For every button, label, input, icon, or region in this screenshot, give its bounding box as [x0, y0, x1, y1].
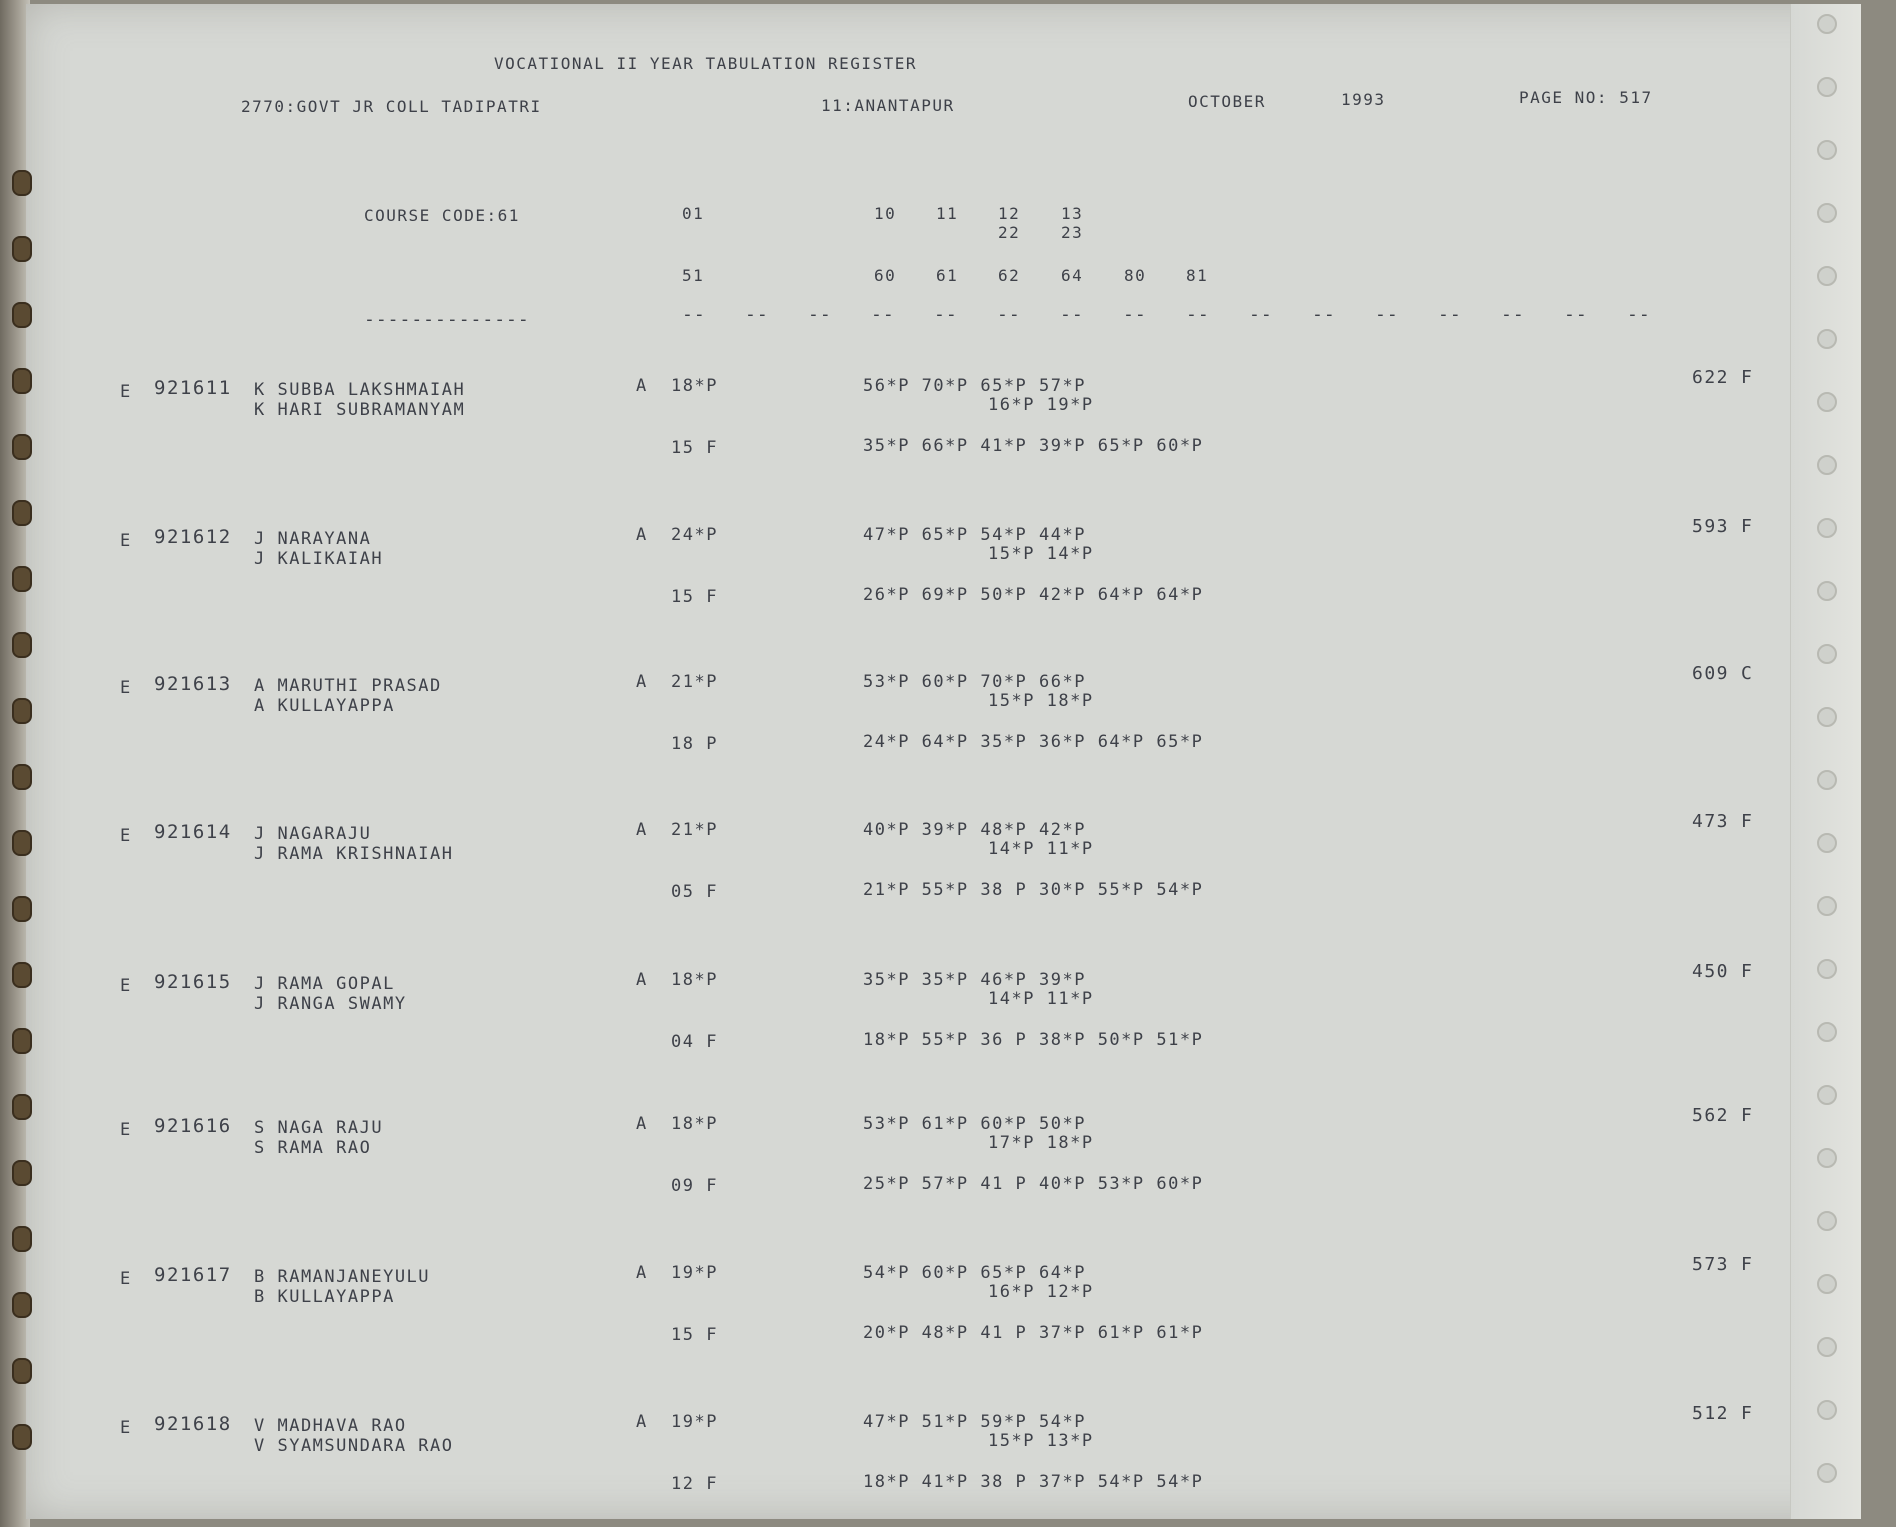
student-name: B RAMANJANEYULU: [254, 1267, 431, 1287]
subject-code: 13: [1061, 204, 1084, 223]
perforation-hole: [1817, 203, 1837, 223]
marks-first-year: 54*P 60*P 65*P 64*P: [863, 1263, 1086, 1283]
perforation-hole: [1817, 1085, 1837, 1105]
column-dash: --: [745, 304, 769, 325]
perforation-hole: [1817, 518, 1837, 538]
column-dash: --: [997, 304, 1021, 325]
result-grade: F: [1741, 961, 1754, 982]
perforation-hole: [1817, 707, 1837, 727]
parent-name: J RAMA KRISHNAIAH: [254, 844, 454, 864]
mark-code-51: 18 P: [671, 734, 718, 754]
attendance-flag: A: [636, 970, 648, 990]
marks-practical: 16*P 12*P: [988, 1282, 1094, 1302]
column-dash: --: [808, 304, 832, 325]
exam-type: E: [120, 531, 132, 551]
exam-month: OCTOBER: [1188, 92, 1266, 111]
perforation-hole: [1817, 77, 1837, 97]
student-name: J NAGARAJU: [254, 824, 372, 844]
perforation-hole: [1817, 392, 1837, 412]
student-name: J NARAYANA: [254, 529, 372, 549]
mark-code-51: 09 F: [671, 1176, 718, 1196]
register-page: [26, 4, 1861, 1519]
column-dash: --: [1438, 304, 1462, 325]
total-marks: 573: [1692, 1254, 1730, 1275]
subject-code: 22: [998, 223, 1021, 242]
column-dash: --: [1627, 304, 1651, 325]
perforation-hole: [1817, 1022, 1837, 1042]
subject-code: 62: [998, 266, 1021, 285]
parent-name: B KULLAYAPPA: [254, 1287, 395, 1307]
marks-second-year: 35*P 66*P 41*P 39*P 65*P 60*P: [863, 436, 1204, 456]
attendance-flag: A: [636, 672, 648, 692]
parent-name: J RANGA SWAMY: [254, 994, 407, 1014]
perforation-hole: [1817, 1274, 1837, 1294]
marks-practical: 16*P 19*P: [988, 395, 1094, 415]
binder-ring: [12, 1424, 32, 1450]
subject-code: 64: [1061, 266, 1084, 285]
marks-first-year: 56*P 70*P 65*P 57*P: [863, 376, 1086, 396]
binder-ring: [12, 962, 32, 988]
result-grade: F: [1741, 1105, 1754, 1126]
subject-code: 12: [998, 204, 1021, 223]
district-name: 11:ANANTAPUR: [821, 96, 955, 115]
perforation-hole: [1817, 329, 1837, 349]
student-name: S NAGA RAJU: [254, 1118, 384, 1138]
total-marks: 562: [1692, 1105, 1730, 1126]
mark-code-51: 05 F: [671, 882, 718, 902]
binder-ring: [12, 302, 32, 328]
perforation-hole: [1817, 1463, 1837, 1483]
mark-code-51: 15 F: [671, 438, 718, 458]
perforation-hole: [1817, 140, 1837, 160]
marks-practical: 14*P 11*P: [988, 839, 1094, 859]
marks-practical: 15*P 14*P: [988, 544, 1094, 564]
marks-practical: 15*P 13*P: [988, 1431, 1094, 1451]
exam-type: E: [120, 1269, 132, 1289]
perforation-hole: [1817, 959, 1837, 979]
student-name: K SUBBA LAKSHMAIAH: [254, 380, 466, 400]
parent-name: K HARI SUBRAMANYAM: [254, 400, 466, 420]
column-dash: --: [934, 304, 958, 325]
column-dash: --: [1060, 304, 1084, 325]
marks-practical: 15*P 18*P: [988, 691, 1094, 711]
marks-second-year: 24*P 64*P 35*P 36*P 64*P 65*P: [863, 732, 1204, 752]
perforation-hole: [1817, 1211, 1837, 1231]
result-grade: F: [1741, 516, 1754, 537]
register-number: 921616: [154, 1115, 232, 1137]
subject-code: 11: [936, 204, 959, 223]
binder-ring: [12, 1292, 32, 1318]
binder-ring: [12, 1160, 32, 1186]
perforation-hole: [1817, 770, 1837, 790]
binder-ring: [12, 500, 32, 526]
binder-ring: [12, 632, 32, 658]
binder-ring: [12, 764, 32, 790]
student-name: V MADHAVA RAO: [254, 1416, 407, 1436]
register-number: 921617: [154, 1264, 232, 1286]
binder-ring: [12, 170, 32, 196]
column-dash: --: [1186, 304, 1210, 325]
course-code: COURSE CODE:61: [364, 206, 520, 225]
binder-ring: [12, 566, 32, 592]
marks-second-year: 18*P 55*P 36 P 38*P 50*P 51*P: [863, 1030, 1204, 1050]
perforation-hole: [1817, 896, 1837, 916]
exam-year: 1993: [1341, 90, 1386, 109]
college-name: 2770:GOVT JR COLL TADIPATRI: [241, 97, 542, 116]
binder-ring: [12, 698, 32, 724]
binder-ring: [12, 1226, 32, 1252]
perforation-hole: [1817, 833, 1837, 853]
parent-name: J KALIKAIAH: [254, 549, 384, 569]
parent-name: V SYAMSUNDARA RAO: [254, 1436, 454, 1456]
attendance-flag: A: [636, 820, 648, 840]
column-dash: --: [1501, 304, 1525, 325]
marks-first-year: 47*P 65*P 54*P 44*P: [863, 525, 1086, 545]
mark-code-01: 19*P: [671, 1412, 718, 1432]
perforation-hole: [1817, 644, 1837, 664]
mark-code-51: 15 F: [671, 587, 718, 607]
binder-ring: [12, 896, 32, 922]
mark-code-51: 15 F: [671, 1325, 718, 1345]
mark-code-01: 18*P: [671, 1114, 718, 1134]
attendance-flag: A: [636, 376, 648, 396]
marks-second-year: 21*P 55*P 38 P 30*P 55*P 54*P: [863, 880, 1204, 900]
result-grade: F: [1741, 811, 1754, 832]
header-rule: --------------: [364, 309, 530, 330]
subject-code: 80: [1124, 266, 1147, 285]
column-dash: --: [1249, 304, 1273, 325]
column-dash: --: [682, 304, 706, 325]
register-number: 921611: [154, 377, 232, 399]
perforation-hole: [1817, 581, 1837, 601]
attendance-flag: A: [636, 525, 648, 545]
binder-ring: [12, 830, 32, 856]
subject-code: 01: [682, 204, 705, 223]
register-number: 921614: [154, 821, 232, 843]
mark-code-01: 18*P: [671, 970, 718, 990]
marks-first-year: 47*P 51*P 59*P 54*P: [863, 1412, 1086, 1432]
perforation-hole: [1817, 1400, 1837, 1420]
exam-type: E: [120, 1120, 132, 1140]
total-marks: 622: [1692, 367, 1730, 388]
binder-ring: [12, 368, 32, 394]
mark-code-01: 21*P: [671, 820, 718, 840]
exam-type: E: [120, 678, 132, 698]
register-number: 921615: [154, 971, 232, 993]
marks-second-year: 18*P 41*P 38 P 37*P 54*P 54*P: [863, 1472, 1204, 1492]
register-number: 921613: [154, 673, 232, 695]
mark-code-51: 04 F: [671, 1032, 718, 1052]
marks-second-year: 26*P 69*P 50*P 42*P 64*P 64*P: [863, 585, 1204, 605]
student-name: A MARUTHI PRASAD: [254, 676, 442, 696]
column-dash: --: [1312, 304, 1336, 325]
result-grade: F: [1741, 1254, 1754, 1275]
result-grade: F: [1741, 367, 1754, 388]
perforation-hole: [1817, 455, 1837, 475]
page-number: PAGE NO: 517: [1519, 88, 1653, 107]
marks-first-year: 40*P 39*P 48*P 42*P: [863, 820, 1086, 840]
student-name: J RAMA GOPAL: [254, 974, 395, 994]
register-title: VOCATIONAL II YEAR TABULATION REGISTER: [494, 54, 918, 73]
result-grade: C: [1741, 663, 1754, 684]
mark-code-01: 24*P: [671, 525, 718, 545]
marks-first-year: 35*P 35*P 46*P 39*P: [863, 970, 1086, 990]
binder-ring: [12, 1094, 32, 1120]
parent-name: S RAMA RAO: [254, 1138, 372, 1158]
subject-code: 10: [874, 204, 897, 223]
mark-code-01: 21*P: [671, 672, 718, 692]
subject-code: 60: [874, 266, 897, 285]
marks-second-year: 25*P 57*P 41 P 40*P 53*P 60*P: [863, 1174, 1204, 1194]
total-marks: 609: [1692, 663, 1730, 684]
attendance-flag: A: [636, 1412, 648, 1432]
mark-code-01: 19*P: [671, 1263, 718, 1283]
register-number: 921612: [154, 526, 232, 548]
marks-practical: 14*P 11*P: [988, 989, 1094, 1009]
binder-ring: [12, 1028, 32, 1054]
mark-code-01: 18*P: [671, 376, 718, 396]
subject-code: 61: [936, 266, 959, 285]
perforation-hole: [1817, 1148, 1837, 1168]
exam-type: E: [120, 1418, 132, 1438]
subject-code: 81: [1186, 266, 1209, 285]
attendance-flag: A: [636, 1263, 648, 1283]
mark-code-51: 12 F: [671, 1474, 718, 1494]
column-dash: --: [1123, 304, 1147, 325]
attendance-flag: A: [636, 1114, 648, 1134]
binder-ring: [12, 1358, 32, 1384]
subject-code: 51: [682, 266, 705, 285]
total-marks: 473: [1692, 811, 1730, 832]
total-marks: 450: [1692, 961, 1730, 982]
perforation-hole: [1817, 266, 1837, 286]
parent-name: A KULLAYAPPA: [254, 696, 395, 716]
column-dash: --: [1375, 304, 1399, 325]
total-marks: 512: [1692, 1403, 1730, 1424]
perforation-hole: [1817, 14, 1837, 34]
total-marks: 593: [1692, 516, 1730, 537]
exam-type: E: [120, 382, 132, 402]
binder-ring: [12, 236, 32, 262]
perforation-hole: [1817, 1337, 1837, 1357]
subject-code: 23: [1061, 223, 1084, 242]
result-grade: F: [1741, 1403, 1754, 1424]
marks-first-year: 53*P 61*P 60*P 50*P: [863, 1114, 1086, 1134]
binder-ring: [12, 434, 32, 460]
column-dash: --: [871, 304, 895, 325]
column-dash: --: [1564, 304, 1588, 325]
register-number: 921618: [154, 1413, 232, 1435]
marks-practical: 17*P 18*P: [988, 1133, 1094, 1153]
marks-second-year: 20*P 48*P 41 P 37*P 61*P 61*P: [863, 1323, 1204, 1343]
marks-first-year: 53*P 60*P 70*P 66*P: [863, 672, 1086, 692]
exam-type: E: [120, 976, 132, 996]
exam-type: E: [120, 826, 132, 846]
